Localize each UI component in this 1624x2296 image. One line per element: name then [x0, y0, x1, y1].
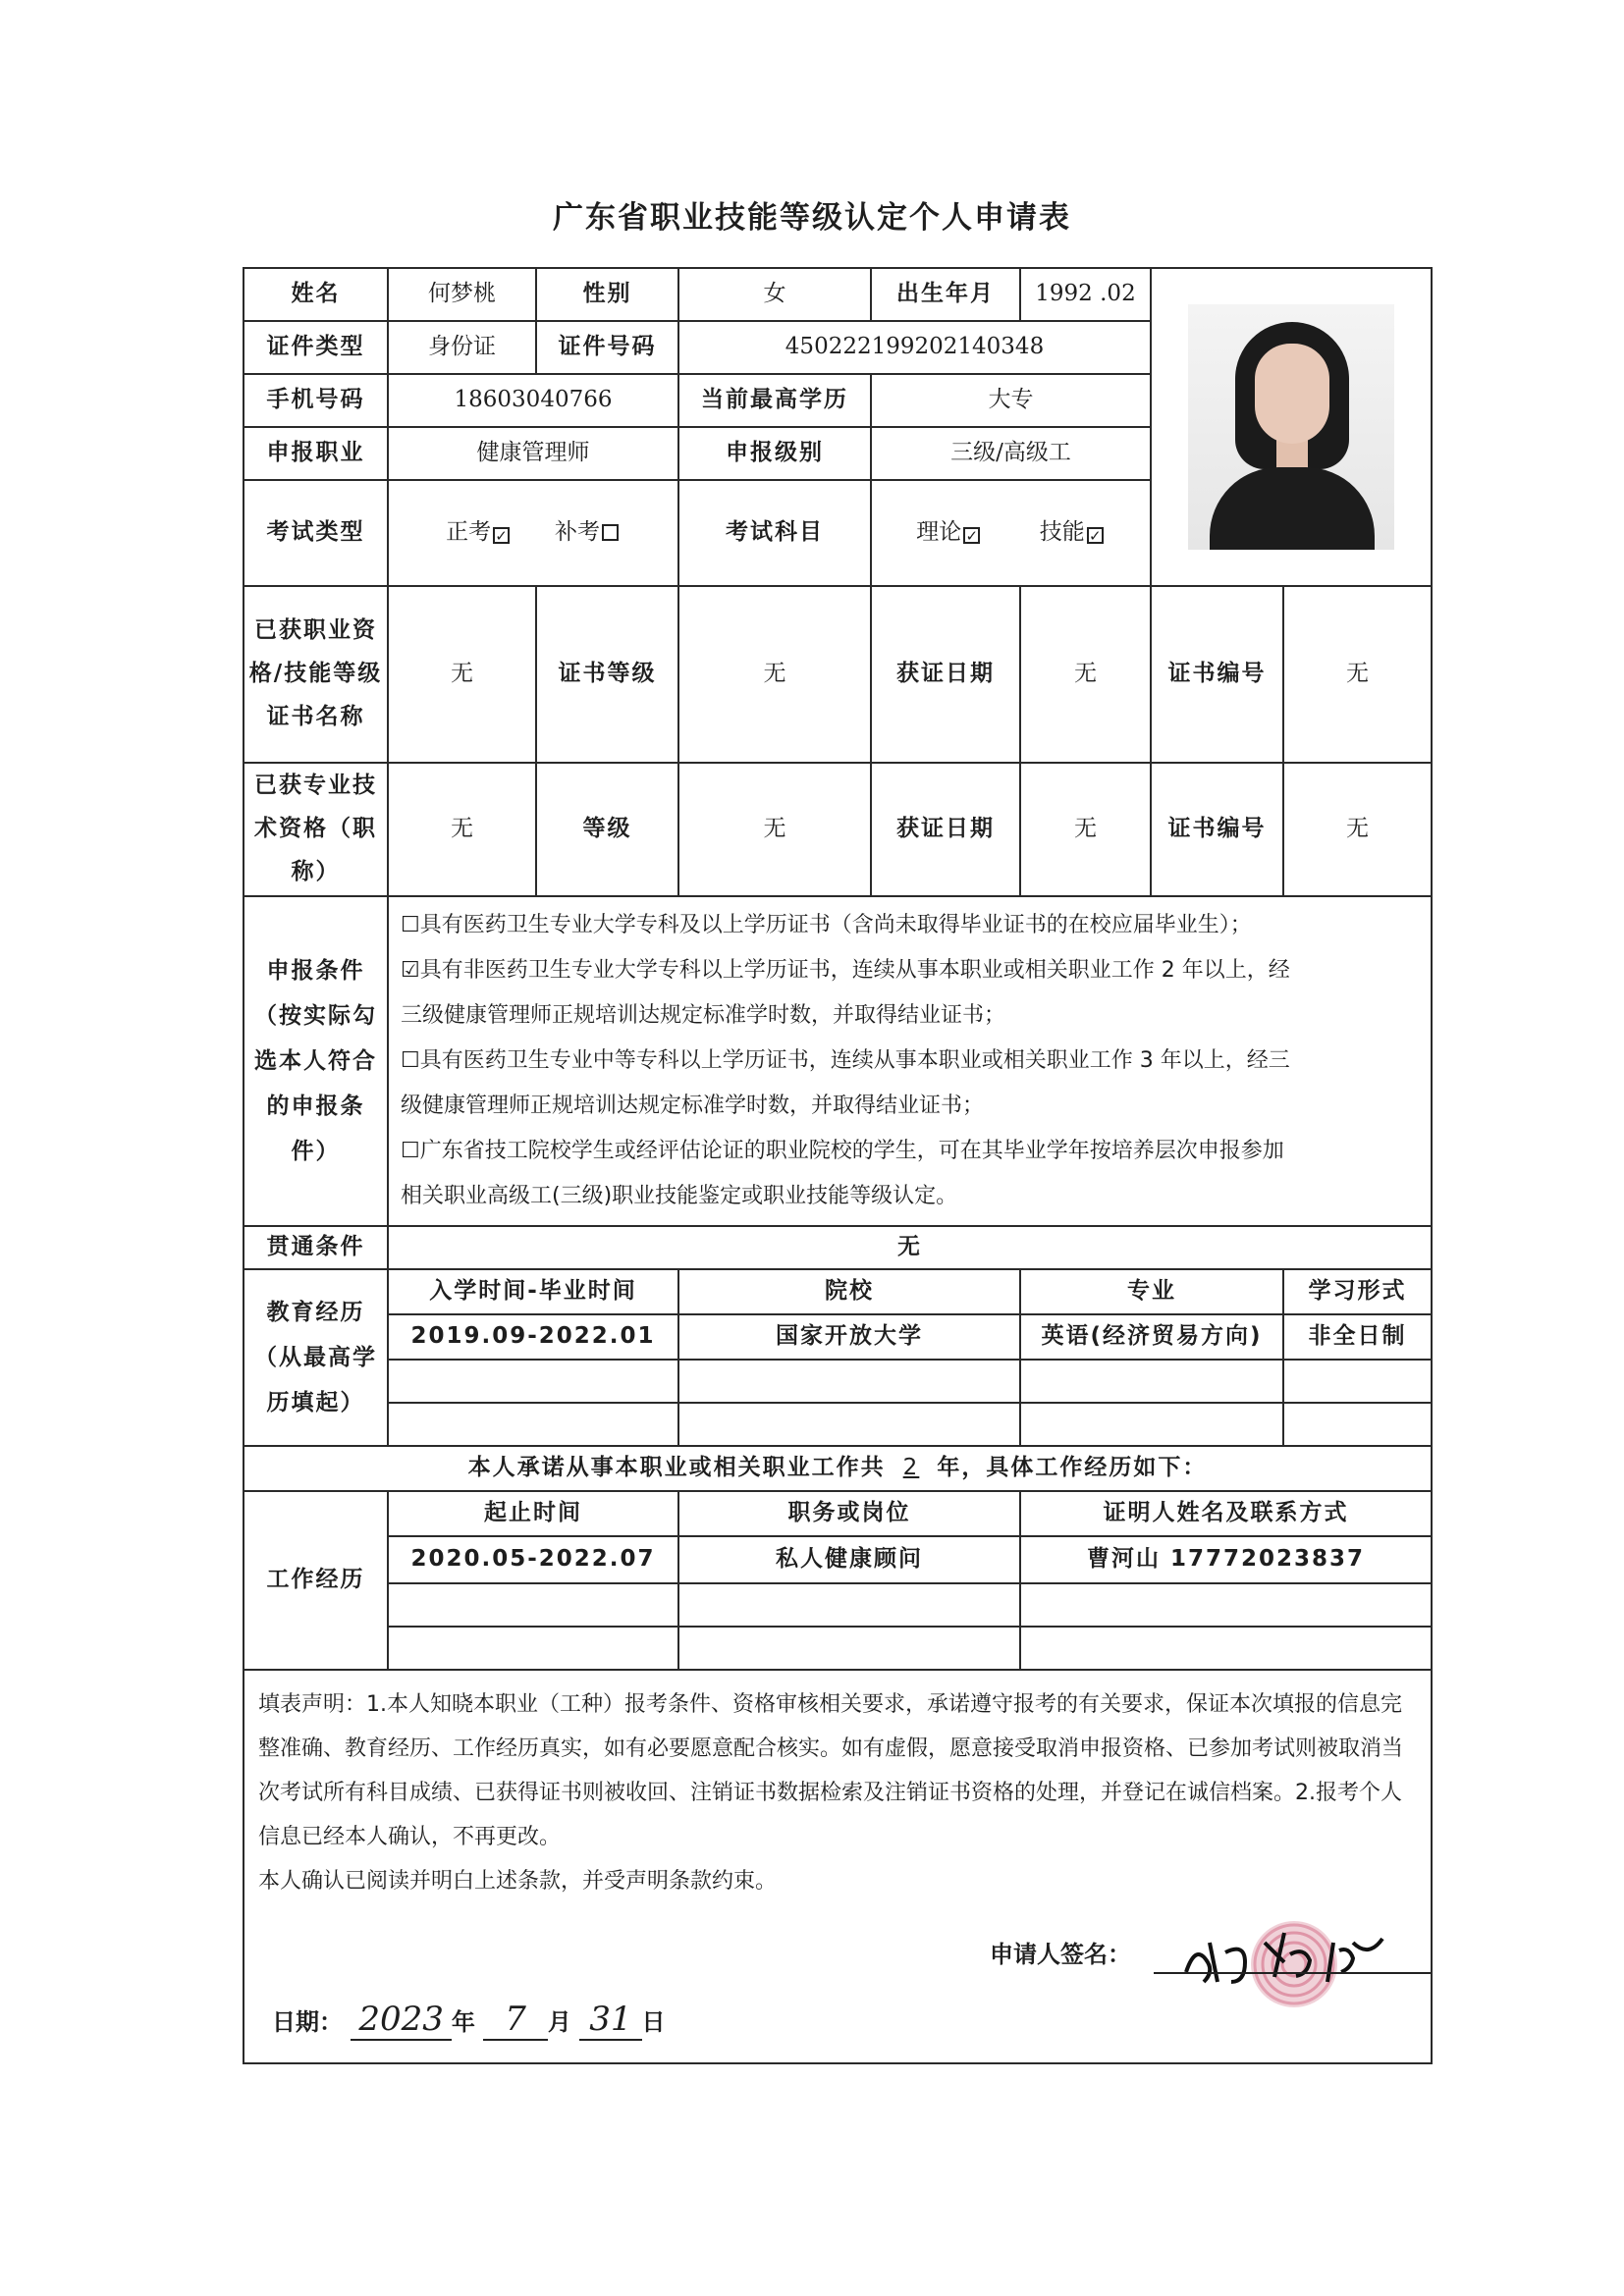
- title-date-value: 无: [1020, 763, 1151, 896]
- conditions-label: 申报条件（按实际勾选本人符合的申报条件）: [244, 896, 388, 1226]
- condition-line: 级健康管理师正规培训达规定标准学时数，并取得结业证书；: [401, 1094, 985, 1118]
- cert-name-value: 无: [388, 586, 536, 763]
- skill-checkbox[interactable]: ✓: [1087, 527, 1104, 544]
- through-label: 贯通条件: [244, 1226, 388, 1269]
- table-row: [244, 1403, 1432, 1446]
- signature-label: 申请人签名：: [990, 1941, 1131, 1968]
- name-value: 何梦桃: [388, 268, 536, 321]
- work-header-reference: 证明人姓名及联系方式: [1020, 1491, 1432, 1536]
- title-level-label: 等级: [536, 763, 678, 896]
- table-row: 2019.09-2022.01 国家开放大学 英语(经济贸易方向) 非全日制: [244, 1314, 1432, 1360]
- edu-header-major: 专业: [1020, 1269, 1283, 1314]
- table-row: [244, 1583, 1432, 1627]
- condition-line: ☑具有非医药卫生专业大学专科以上学历证书，连续从事本职业或相关职业工作 2 年以上，经: [401, 958, 1290, 983]
- date-day: 31: [579, 2000, 641, 2041]
- edu-header-mode: 学习形式: [1283, 1269, 1432, 1314]
- work-years: 2: [902, 1455, 920, 1481]
- application-form: [243, 267, 1433, 2064]
- id-type-label: 证件类型: [244, 321, 388, 374]
- edu-value: 大专: [871, 374, 1151, 427]
- edu-header-period: 入学时间-毕业时间: [388, 1269, 678, 1314]
- level-label: 申报级别: [678, 427, 871, 480]
- exam-type-label: 考试类型: [244, 480, 388, 586]
- date-label: 日期：: [272, 2008, 343, 2036]
- cert-row-label: 已获职业资格/技能等级证书名称: [244, 586, 388, 763]
- cert-level-label: 证书等级: [536, 586, 678, 763]
- edu-header-school: 院校: [678, 1269, 1020, 1314]
- through-value: 无: [388, 1226, 1432, 1269]
- date-row: 日期： 2023 年 7 月 31 日: [272, 2000, 666, 2039]
- phone-value: 18603040766: [388, 374, 678, 427]
- edu-label: 当前最高学历: [678, 374, 871, 427]
- condition-checkbox[interactable]: ☐: [401, 913, 420, 937]
- regular-exam-label: 正考: [446, 519, 492, 546]
- birth-value: 1992 .02: [1020, 268, 1151, 321]
- work-header-position: 职务或岗位: [678, 1491, 1020, 1536]
- signature-image: [1147, 1903, 1432, 2021]
- id-no-value: 450222199202140348: [678, 321, 1151, 374]
- signature-area: [258, 1903, 1417, 2051]
- name-label: 姓名: [244, 268, 388, 321]
- exam-type-options: [388, 480, 678, 586]
- cert-no-value: 无: [1283, 586, 1432, 763]
- cert-no-label: 证书编号: [1151, 586, 1283, 763]
- form-title: 广东省职业技能等级认定个人申请表: [553, 200, 1071, 236]
- applicant-photo: [1188, 304, 1394, 550]
- title-name-value: 无: [388, 763, 536, 896]
- date-year: 2023: [351, 2000, 452, 2041]
- makeup-exam-checkbox[interactable]: [602, 524, 619, 541]
- birth-label: 出生年月: [871, 268, 1020, 321]
- id-type-value: 身份证: [388, 321, 536, 374]
- condition-checkbox[interactable]: ☐: [401, 1048, 420, 1073]
- cert-level-value: 无: [678, 586, 871, 763]
- work-header-period: 起止时间: [388, 1491, 678, 1536]
- exam-subject-label: 考试科目: [678, 480, 871, 586]
- phone-label: 手机号码: [244, 374, 388, 427]
- condition-line: 相关职业高级工(三级)职业技能鉴定或职业技能等级认定。: [401, 1184, 958, 1208]
- regular-exam-checkbox[interactable]: ✓: [493, 527, 510, 544]
- cert-date-label: 获证日期: [871, 586, 1020, 763]
- photo-cell: [1151, 268, 1432, 586]
- exam-subject-options: [871, 480, 1151, 586]
- makeup-exam-label: 补考: [554, 519, 600, 546]
- condition-line: ☐广东省技工院校学生或经评估论证的职业院校的学生，可在其毕业学年按培养层次申报参加: [401, 1139, 1284, 1163]
- signature-line: [1154, 1972, 1432, 1974]
- condition-line: 三级健康管理师正规培训达规定标准学时数，并取得结业证书；: [401, 1003, 1006, 1028]
- declaration-confirm: 本人确认已阅读并明白上述条款，并受声明条款约束。: [258, 1869, 778, 1894]
- table-row: [244, 1627, 1432, 1670]
- table-row: 2020.05-2022.07 私人健康顾问 曹河山 17772023837: [244, 1536, 1432, 1583]
- conditions-list: [388, 896, 1432, 1226]
- table-row: [244, 1360, 1432, 1403]
- title-date-label: 获证日期: [871, 763, 1020, 896]
- declaration-cell: [244, 1670, 1432, 2063]
- condition-checkbox[interactable]: ☑: [401, 958, 420, 983]
- date-month: 7: [483, 2000, 548, 2041]
- declaration-text: 填表声明：1.本人知晓本职业（工种）报考条件、资格审核相关要求，承诺遵守报考的有关要求，保证本次填报的信息完整准确、教育经历、工作经历真实，如有必要愿意配合核实。如有虚假，愿意接受取消申报资格、已参加考试则被取消当次考试所有科目成绩、已获得证书则被收回、注销证书数据检索及注销证书资格的处理，并登记在诚信档案。2.报考个人信息已经本人确认，不再更改。: [258, 1692, 1404, 1849]
- condition-line: ☐具有医药卫生专业大学专科及以上学历证书（含尚未取得毕业证书的在校应届毕业生）；: [401, 913, 1252, 937]
- occupation-label: 申报职业: [244, 427, 388, 480]
- title-no-value: 无: [1283, 763, 1432, 896]
- work-label: 工作经历: [244, 1491, 388, 1670]
- theory-label: 理论: [916, 519, 962, 546]
- education-label: 教育经历（从最高学历填起）: [244, 1269, 388, 1446]
- gender-label: 性别: [536, 268, 678, 321]
- condition-checkbox[interactable]: ☐: [401, 1139, 420, 1163]
- occupation-value: 健康管理师: [388, 427, 678, 480]
- theory-checkbox[interactable]: ✓: [963, 527, 980, 544]
- title-no-label: 证书编号: [1151, 763, 1283, 896]
- work-pledge: 本人承诺从事本职业或相关职业工作共 2 年，具体工作经历如下：: [244, 1446, 1432, 1491]
- gender-value: 女: [678, 268, 871, 321]
- skill-label: 技能: [1039, 519, 1085, 546]
- title-row-label: 已获专业技术资格（职称）: [244, 763, 388, 896]
- condition-line: ☐具有医药卫生专业中等专科以上学历证书，连续从事本职业或相关职业工作 3 年以上，经三: [401, 1048, 1290, 1073]
- level-value: 三级/高级工: [871, 427, 1151, 480]
- cert-date-value: 无: [1020, 586, 1151, 763]
- title-level-value: 无: [678, 763, 871, 896]
- id-no-label: 证件号码: [536, 321, 678, 374]
